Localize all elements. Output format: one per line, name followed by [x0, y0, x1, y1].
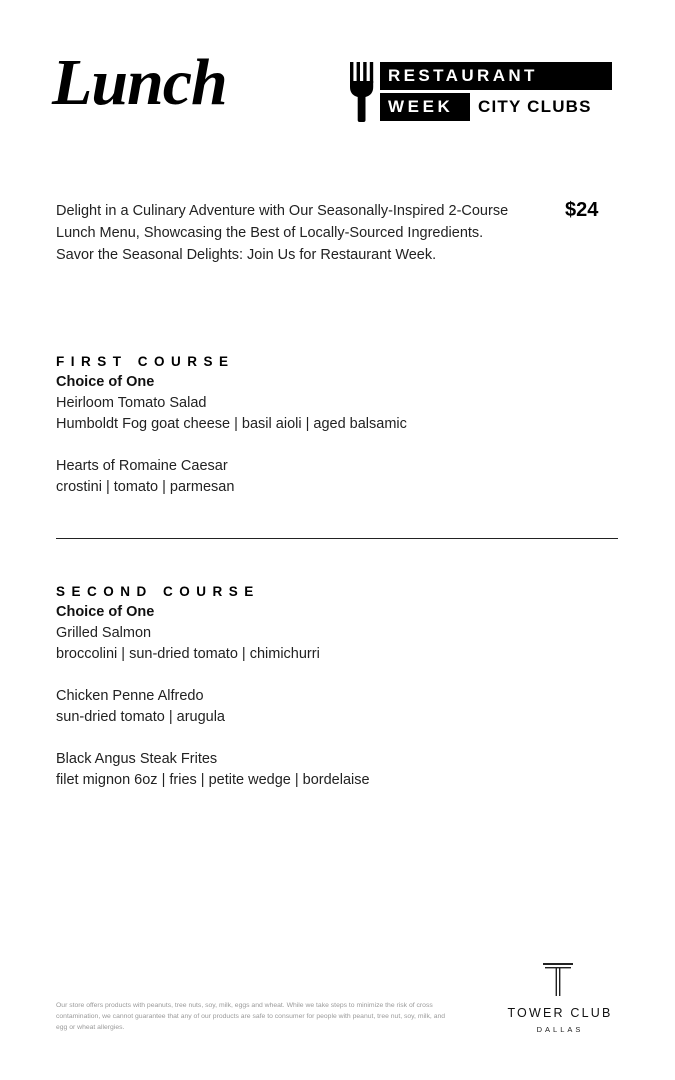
- choice-label: Choice of One: [56, 604, 155, 620]
- fork-icon: [349, 62, 375, 122]
- course-heading: SECOND COURSE: [56, 584, 260, 599]
- menu-item: [56, 623, 616, 665]
- restaurant-week-logo: [349, 62, 609, 122]
- menu-item-name: Heirloom Tomato Salad: [56, 395, 207, 411]
- menu-item: [56, 393, 616, 435]
- menu-item: [56, 749, 616, 791]
- menu-item-details: Humboldt Fog goat cheese | basil aioli | aged balsamic: [56, 416, 407, 432]
- menu-item-details: filet mignon 6oz | fries | petite wedge | bordelaise: [56, 772, 370, 788]
- intro-line: Savor the Seasonal Delights: Join Us for Restaurant Week.: [56, 247, 437, 263]
- menu-item-details: crostini | tomato | parmesan: [56, 479, 235, 495]
- menu-item-name: Chicken Penne Alfredo: [56, 688, 204, 704]
- tower-club-logo: [490, 962, 630, 1042]
- menu-item-details: broccolini | sun-dried tomato | chimichurri: [56, 646, 320, 662]
- menu-item-details: sun-dried tomato | arugula: [56, 709, 226, 725]
- menu-item: [56, 686, 616, 728]
- logo-week-text: WEEK: [380, 93, 470, 121]
- menu-title: Lunch: [52, 46, 227, 119]
- menu-intro: [56, 200, 556, 266]
- menu-price: $24: [565, 199, 599, 221]
- section-divider: [56, 538, 618, 539]
- logo-city-clubs-text: CITY CLUBS: [478, 97, 592, 116]
- intro-line: Delight in a Culinary Adventure with Our Seasonally-Inspired 2-Course: [56, 203, 509, 219]
- tower-club-t-icon: [542, 962, 574, 996]
- second-course-section: [56, 582, 616, 791]
- tower-club-city: DALLAS: [536, 1025, 584, 1034]
- allergy-disclaimer: Our store offers products with peanuts, tree nuts, soy, milk, eggs and wheat. While we take steps to minimize the risk of cross contamination, we cannot guarantee that any of our products are safe to consumer for people with peanut, tree nut, soy, milk, and egg or wheat allergies.: [56, 1002, 446, 1031]
- intro-line: Lunch Menu, Showcasing the Best of Locally-Sourced Ingredients.: [56, 225, 484, 241]
- menu-item-name: Hearts of Romaine Caesar: [56, 458, 228, 474]
- tower-club-name: TOWER CLUB: [507, 1006, 613, 1020]
- course-heading: FIRST COURSE: [56, 354, 235, 369]
- first-course-section: [56, 352, 616, 498]
- menu-item-name: Grilled Salmon: [56, 625, 152, 641]
- choice-label: Choice of One: [56, 374, 155, 390]
- menu-item-name: Black Angus Steak Frites: [56, 751, 218, 767]
- menu-item: [56, 456, 616, 498]
- logo-restaurant-text: RESTAURANT: [380, 62, 612, 90]
